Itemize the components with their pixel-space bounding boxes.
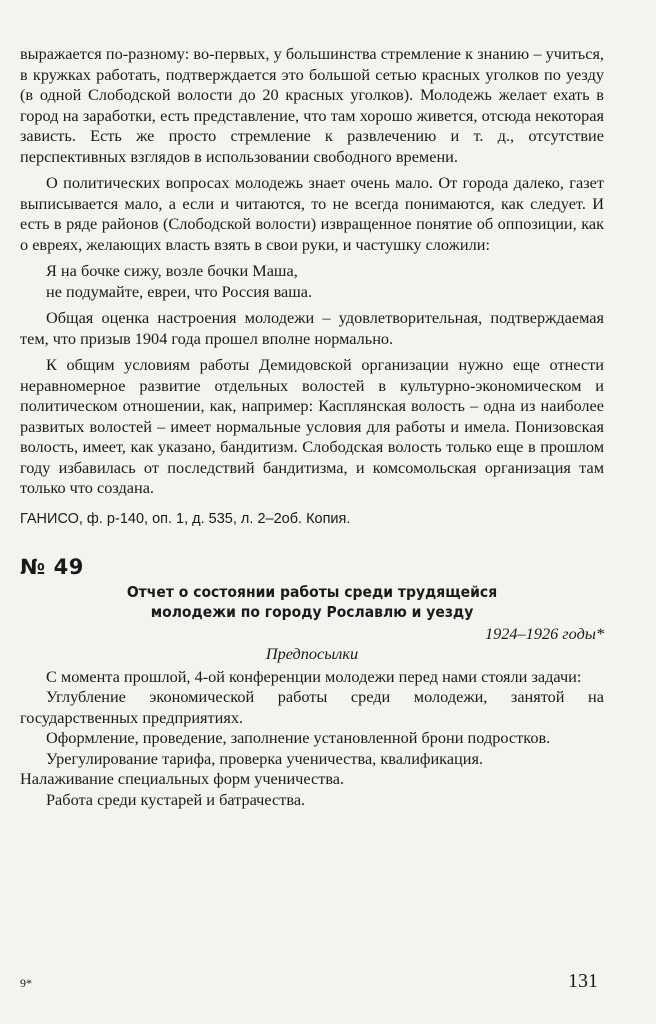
paragraph: Урегулирование тарифа, проверка ученичества, квалификация.	[46, 748, 484, 768]
document-dates: 1924–1926 годы*	[484, 623, 604, 643]
page-body	[20, 44, 604, 810]
paragraph: С момента прошлой, 4-ой конференции молодежи перед нами стояли задачи:	[46, 666, 582, 686]
verse-line: не подумайте, евреи, что Россия ваша.	[46, 281, 313, 301]
document-title: Отчет о состоянии работы среди трудящейся молодежи по городу Рославлю и уезду	[126, 582, 498, 621]
paragraph: О политических вопросах молодежь знает очень мало. От города далеко, газет выписывается мало, а если и читаются, то не всегда понимаются, как следует. И есть в ряде районов (Слободской волости) извращенное понятие об оппозиции, как о евреях, желающих власть взять в свои руки, и частушку сложили:	[20, 173, 604, 254]
archive-source: ГАНИСО, ф. р-140, оп. 1, д. 535, л. 2–2об. Копия.	[20, 510, 351, 527]
paragraph: Работа среди кустарей и батрачества.	[46, 789, 306, 809]
paragraph: Углубление экономической работы среди молодежи, занятой на государственных предприятиях.	[20, 687, 604, 727]
signature-mark: 9*	[20, 976, 32, 990]
paragraph: Общая оценка настроения молодежи – удовлетворительная, подтверждаемая тем, что призыв 1904 года прошел вполне нормально.	[20, 308, 604, 348]
document-number: № 49	[20, 555, 84, 579]
verse-line: Я на бочке сижу, возле бочки Маша,	[46, 261, 298, 280]
paragraph: Оформление, проведение, заполнение установленной брони подростков.	[46, 728, 551, 747]
paragraph: К общим условиям работы Демидовской организации нужно еще отнести неравномерное развитие отдельных волостей в культурно-экономическом и политическом отношении, как, например: Касплянская волость – одна из наиболее развитых волостей – имеет нормальные условия для работы и имела. Понизовская волость, имеет, как указано, бандитизм. Слободская волость только еще в прошлом году избавилась от последствий бандитизма, и комсомольская организация там только что создана.	[20, 355, 604, 497]
paragraph: Налаживание специальных форм ученичества.	[20, 769, 345, 788]
page-number: 131	[568, 970, 598, 992]
section-heading: Предпосылки	[265, 644, 359, 663]
paragraph: выражается по-разному: во-первых, у большинства стремление к знанию – учиться, в кружках работать, подтверждается это большой сетью красных уголков по уезду (в одной Слободской волости до 20 красных уголков). Молодежь желает ехать в город на заработки, есть представление, что там хорошо живется, отсюда некоторая зависть. Есть же просто стремление к развлечению и т. д., отсутствие перспективных взглядов в использовании свободного времени.	[20, 44, 604, 166]
